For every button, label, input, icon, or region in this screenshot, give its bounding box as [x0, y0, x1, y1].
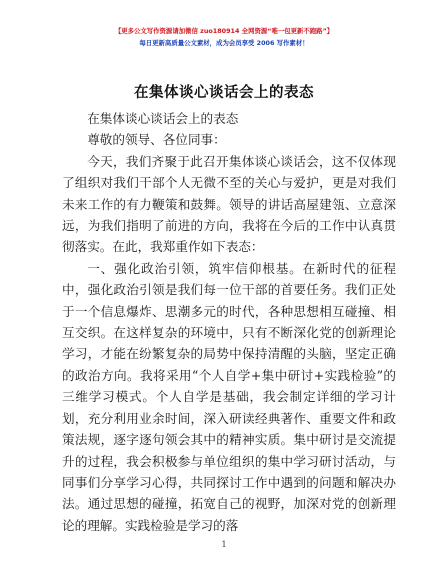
subtitle-line: 在集体谈心谈话会上的表态	[87, 111, 239, 126]
page-number: 1	[221, 540, 227, 549]
promo-banner-line-1: 【更多公文写作资源请加微信 zuo180914 全网资源“唯一包更新不跑路”】	[114, 27, 334, 35]
salutation: 尊敬的领导、各位同事：	[87, 132, 226, 148]
promo-banner-line-2: 每日更新高质量公文素材，成为会员享受 2006 写作素材！	[139, 39, 309, 47]
document-title: 在集体谈心谈话会上的表态	[134, 84, 314, 101]
body-paragraph: 一、强化政治引领，筑牢信仰根基。在新时代的征程中，强化政治引领是我们每一位干部的首要任务。我们正处于一个信息爆炸、思潮多元的时代，各种思想相互碰撞、相互交织。在这样复杂的环境中，只有不断深化党的创新理论学习，才能在纷繁复杂的局势中保持清醒的头脑，坚定正确的政治方向。我将采用“个人自学+集中研讨+实践检验”的三维学习模式。个人自学是基础，我会制定详细的学习计划，充分利用业余时间，深入研读经典著作、重要文件和政策法规，逐字逐句领会其中的精神实质。集中研讨是交流提升的过程，我会积极参与单位组织的集中学习研讨活动，与同事们分享学习心得，共同探讨工作中遇到的问题和解决办法。通过思想的碰撞，拓宽自己的视野，加深对党的创新理论的理解。实践检验是学习的落	[62, 260, 396, 533]
document-body	[62, 108, 396, 536]
body-paragraph: 今天，我们齐聚于此召开集体谈心谈话会，这不仅体现了组织对我们干部个人无微不至的关心与爱护，更是对我们未来工作的有力鞭策和鼓舞。领导的讲话高屋建瓴、立意深远，为我们指明了前进的方向，我将在今后的工作中认真贯彻落实。在此，我郑重作如下表态：	[62, 153, 396, 255]
